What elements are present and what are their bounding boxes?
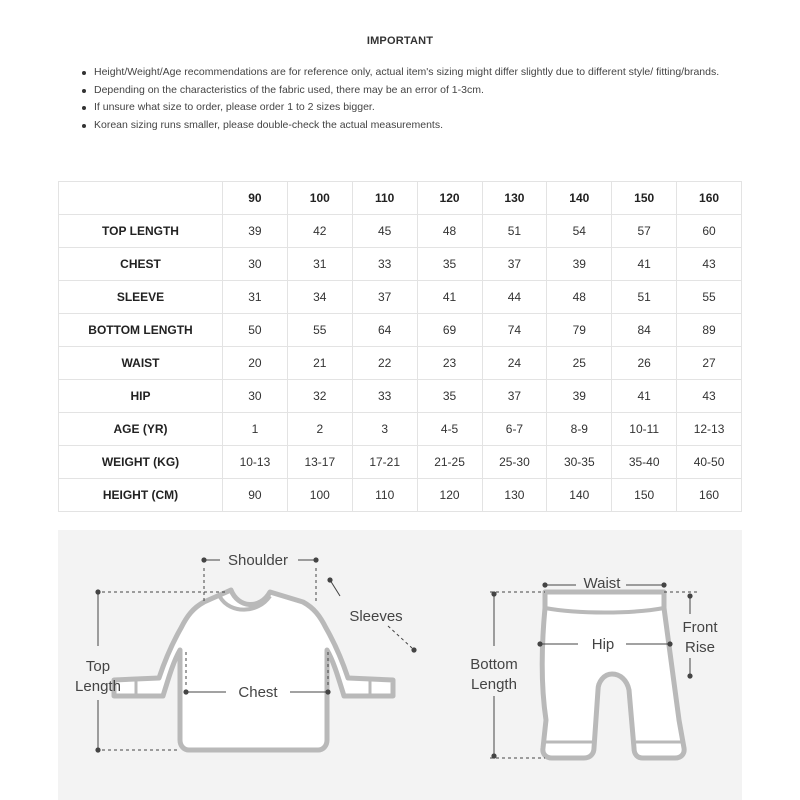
hip-label: Hip — [591, 636, 615, 653]
table-cell: 41 — [612, 380, 677, 413]
size-header-row — [59, 182, 742, 215]
bottom-length-label-line2: Length — [471, 676, 517, 693]
table-cell: 90 — [223, 479, 288, 512]
table-row — [59, 446, 742, 479]
table-row — [59, 380, 742, 413]
pants-outline — [542, 592, 684, 758]
table-cell: 100 — [287, 479, 352, 512]
bottom-length-measure — [470, 592, 545, 758]
table-cell: 42 — [287, 215, 352, 248]
note-item: Korean sizing runs smaller, please double-check the actual measurements. — [80, 118, 760, 133]
table-cell: 4-5 — [417, 413, 482, 446]
table-cell: 35 — [417, 248, 482, 281]
row-label: WEIGHT (KG) — [59, 446, 223, 479]
table-cell: 31 — [287, 248, 352, 281]
table-cell: 1 — [223, 413, 288, 446]
table-cell: 13-17 — [287, 446, 352, 479]
table-cell: 24 — [482, 347, 547, 380]
table-cell: 160 — [677, 479, 742, 512]
table-cell: 33 — [352, 380, 417, 413]
measurement-diagram — [58, 530, 742, 800]
row-label: HIP — [59, 380, 223, 413]
table-cell: 43 — [677, 248, 742, 281]
table-cell: 32 — [287, 380, 352, 413]
shoulder-label: Shoulder — [227, 552, 289, 569]
size-header: 120 — [417, 182, 482, 215]
table-row — [59, 413, 742, 446]
table-cell: 37 — [352, 281, 417, 314]
table-cell: 69 — [417, 314, 482, 347]
waist-label: Waist — [583, 575, 621, 592]
table-cell: 39 — [223, 215, 288, 248]
chest-label: Chest — [238, 684, 278, 701]
table-cell: 120 — [417, 479, 482, 512]
table-cell: 10-11 — [612, 413, 677, 446]
row-label: SLEEVE — [59, 281, 223, 314]
corner-cell — [59, 182, 223, 215]
bottom-length-label-line1: Bottom — [470, 656, 518, 673]
table-cell: 60 — [677, 215, 742, 248]
note-item: Depending on the characteristics of the fabric used, there may be an error of 1-3cm. — [80, 83, 760, 98]
note-item: Height/Weight/Age recommendations are for reference only, actual item's sizing might differ slightly due to different style/ fitting/brands. — [80, 65, 760, 80]
top-length-label-line1: Top — [85, 658, 111, 675]
table-cell: 41 — [417, 281, 482, 314]
table-row — [59, 314, 742, 347]
table-cell: 12-13 — [677, 413, 742, 446]
table-cell: 84 — [612, 314, 677, 347]
table-cell: 51 — [482, 215, 547, 248]
note-item: If unsure what size to order, please order 1 to 2 sizes bigger. — [80, 100, 760, 115]
table-row — [59, 215, 742, 248]
table-cell: 21-25 — [417, 446, 482, 479]
size-table-body — [59, 215, 742, 512]
table-cell: 37 — [482, 380, 547, 413]
table-cell: 23 — [417, 347, 482, 380]
table-cell: 20 — [223, 347, 288, 380]
size-header: 90 — [223, 182, 288, 215]
front-rise-label-line1: Front — [682, 619, 718, 636]
size-header: 150 — [612, 182, 677, 215]
table-cell: 48 — [417, 215, 482, 248]
table-cell: 6-7 — [482, 413, 547, 446]
table-cell: 30 — [223, 380, 288, 413]
size-header: 160 — [677, 182, 742, 215]
table-cell: 35-40 — [612, 446, 677, 479]
size-header: 110 — [352, 182, 417, 215]
size-chart-table — [58, 181, 742, 512]
table-cell: 54 — [547, 215, 612, 248]
table-cell: 44 — [482, 281, 547, 314]
size-header: 130 — [482, 182, 547, 215]
notes-list — [80, 65, 760, 135]
row-label: AGE (YR) — [59, 413, 223, 446]
table-cell: 27 — [677, 347, 742, 380]
table-cell: 35 — [417, 380, 482, 413]
table-cell: 10-13 — [223, 446, 288, 479]
table-cell: 21 — [287, 347, 352, 380]
table-cell: 41 — [612, 248, 677, 281]
table-cell: 55 — [677, 281, 742, 314]
table-cell: 30 — [223, 248, 288, 281]
table-row — [59, 248, 742, 281]
table-cell: 150 — [612, 479, 677, 512]
table-cell: 2 — [287, 413, 352, 446]
row-label: WAIST — [59, 347, 223, 380]
size-header: 140 — [547, 182, 612, 215]
row-label: TOP LENGTH — [59, 215, 223, 248]
table-cell: 45 — [352, 215, 417, 248]
table-cell: 57 — [612, 215, 677, 248]
top-length-label-line2: Length — [75, 678, 121, 695]
table-row — [59, 281, 742, 314]
table-cell: 33 — [352, 248, 417, 281]
table-cell: 64 — [352, 314, 417, 347]
table-cell: 43 — [677, 380, 742, 413]
table-cell: 31 — [223, 281, 288, 314]
sleeves-label: Sleeves — [349, 608, 403, 625]
table-cell: 8-9 — [547, 413, 612, 446]
table-cell: 50 — [223, 314, 288, 347]
table-row — [59, 347, 742, 380]
table-cell: 26 — [612, 347, 677, 380]
size-header: 100 — [287, 182, 352, 215]
table-cell: 17-21 — [352, 446, 417, 479]
waist-measure — [545, 575, 664, 592]
table-row — [59, 479, 742, 512]
table-cell: 89 — [677, 314, 742, 347]
sleeves-measure — [327, 577, 416, 652]
row-label: HEIGHT (CM) — [59, 479, 223, 512]
table-cell: 3 — [352, 413, 417, 446]
table-cell: 30-35 — [547, 446, 612, 479]
table-cell: 79 — [547, 314, 612, 347]
table-cell: 74 — [482, 314, 547, 347]
table-cell: 25-30 — [482, 446, 547, 479]
table-cell: 37 — [482, 248, 547, 281]
table-cell: 55 — [287, 314, 352, 347]
table-cell: 48 — [547, 281, 612, 314]
table-cell: 25 — [547, 347, 612, 380]
table-cell: 51 — [612, 281, 677, 314]
table-cell: 39 — [547, 248, 612, 281]
front-rise-label-line2: Rise — [684, 639, 716, 656]
important-title: IMPORTANT — [366, 35, 434, 47]
bottom-garment — [542, 592, 684, 758]
row-label: BOTTOM LENGTH — [59, 314, 223, 347]
table-cell: 130 — [482, 479, 547, 512]
table-cell: 110 — [352, 479, 417, 512]
diagram-svg — [58, 530, 742, 800]
table-cell: 22 — [352, 347, 417, 380]
row-label: CHEST — [59, 248, 223, 281]
table-cell: 34 — [287, 281, 352, 314]
table-cell: 40-50 — [677, 446, 742, 479]
table-cell: 39 — [547, 380, 612, 413]
table-cell: 140 — [547, 479, 612, 512]
